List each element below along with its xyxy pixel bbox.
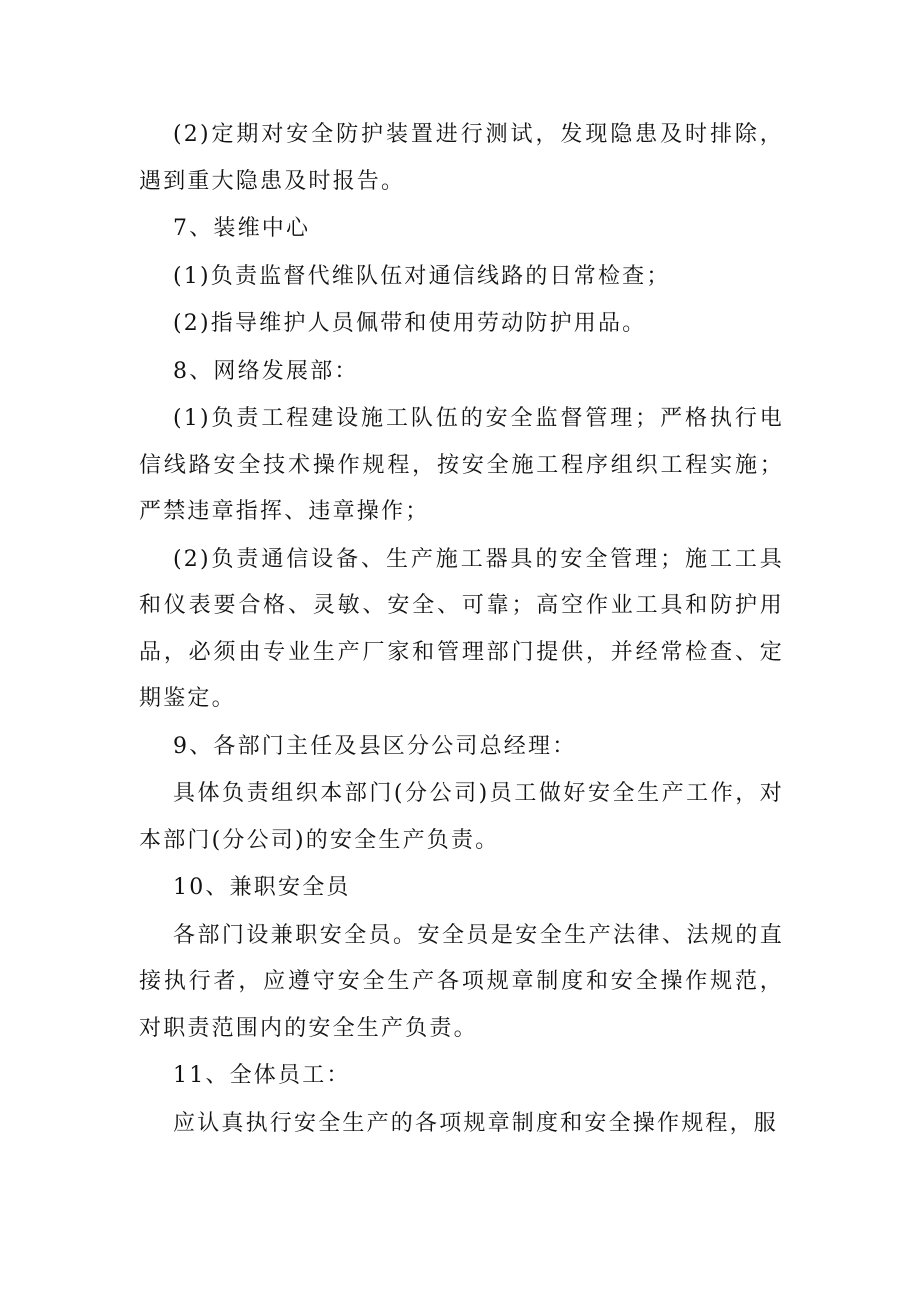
paragraph-department-responsibility: 具体负责组织本部门(分公司)员工做好安全生产工作，对本部门(分公司)的安全生产负责。 (139, 781, 784, 853)
paragraph-safety-officer-duties: 各部门设兼职安全员。安全员是安全生产法律、法规的直接执行者，应遵守安全生产各项规章制度和安全操作规范，对职责范围内的安全生产负责。 (139, 922, 784, 1041)
paragraph-construction-supervision: (1)负责工程建设施工队伍的安全监督管理；严格执行电信线路安全技术操作规程，按安全施工程序组织工程实施；严禁违章指挥、违章操作； (139, 406, 784, 524)
heading-department-heads: 9、各部门主任及县区分公司总经理： (173, 733, 577, 759)
document-page (139, 112, 784, 1148)
paragraph-equipment-management: (2)负责通信设备、生产施工器具的安全管理；施工工具和仪表要合格、灵敏、安全、可靠；高空作业工具和防护用品，必须由专业生产厂家和管理部门提供，并经常检查、定期鉴定。 (139, 546, 784, 711)
paragraph-safety-device-testing: (2)定期对安全防护装置进行测试，发现隐患及时排除，遇到重大隐患及时报告。 (139, 122, 784, 194)
heading-part-time-safety-officer: 10、兼职安全员 (173, 875, 351, 900)
paragraph-employee-duties: 应认真执行安全生产的各项规章制度和安全操作规程，服 (173, 1110, 779, 1136)
heading-network-development: 8、网络发展部： (173, 358, 359, 384)
paragraph-supervise-line-inspection: (1)负责监督代维队伍对通信线路的日常检查； (173, 263, 671, 289)
paragraph-protective-equipment: (2)指导维护人员佩带和使用劳动防护用品。 (173, 311, 647, 336)
heading-maintenance-center: 7、装维中心 (173, 216, 311, 241)
heading-all-employees: 11、全体员工： (173, 1063, 351, 1088)
